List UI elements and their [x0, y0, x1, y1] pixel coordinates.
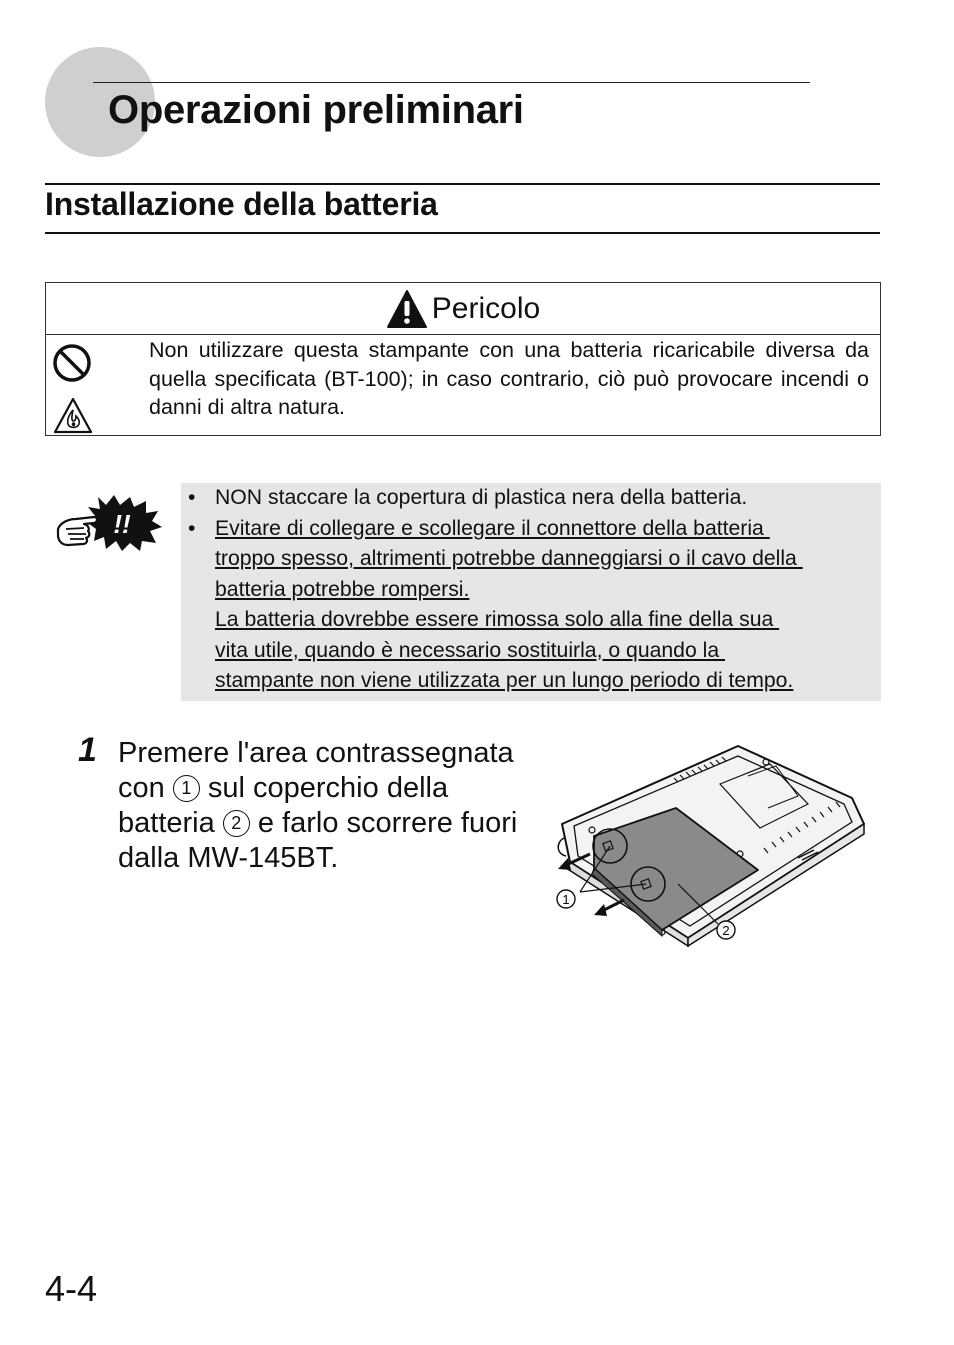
note-line: troppo spesso, altrimenti potrebbe danneggiarsi o il cavo della: [215, 547, 803, 570]
marker-2: 2: [223, 810, 250, 837]
fire-icon: [52, 396, 94, 436]
note-line: stampante non viene utilizzata per un lungo periodo di tempo.: [215, 669, 794, 692]
danger-header: [46, 283, 880, 335]
bullet: •: [188, 516, 196, 540]
note-item: [188, 514, 878, 697]
title-rule: [93, 82, 810, 83]
danger-box: [45, 282, 881, 436]
step-text: [118, 736, 528, 876]
danger-title: Pericolo: [431, 291, 541, 325]
note-line: La batteria dovrebbe essere rimossa solo alla fine della sua: [215, 608, 780, 631]
label-1: 1: [562, 892, 570, 907]
bullet: •: [188, 486, 196, 509]
page-title: Operazioni preliminari: [108, 88, 524, 132]
svg-text:!!: !!: [113, 509, 131, 539]
note-item: [188, 483, 878, 514]
note-line: vita utile, quando è necessario sostituirla, o quando la: [215, 638, 726, 662]
note-line: Evitare di collegare e scollegare il connettore della batteria: [215, 516, 770, 540]
section-rule-top: [45, 183, 880, 185]
caution-hand-icon: [54, 493, 162, 553]
page-number: 4-4: [45, 1268, 98, 1309]
printer-battery-illustration: [552, 742, 868, 948]
step-number: 1: [78, 731, 97, 769]
note-line: batteria potrebbe rompersi.: [215, 577, 470, 601]
note-list: [188, 483, 878, 697]
danger-text: Non utilizzare questa stampante con una batteria ricaricabile diversa da quella specificata (BT-100); in caso contrario, ciò può provocare incendi o danni di altra natura.: [149, 338, 869, 419]
step-text-part: sul coperchio della batteria: [118, 772, 449, 839]
label-2: 2: [722, 923, 730, 938]
step-text-part: e farlo scorrere fuori dalla MW-145BT.: [118, 807, 518, 874]
note-item-text: NON staccare la copertura di plastica nera della batteria.: [215, 486, 748, 509]
section-rule-bottom: [45, 232, 880, 234]
marker-1: 1: [173, 775, 200, 802]
warning-triangle-icon: [386, 289, 428, 329]
section-title: Installazione della batteria: [45, 186, 438, 222]
step-text-part: Premere l'area contrassegnata con: [118, 737, 514, 804]
prohibited-icon: [52, 343, 92, 383]
danger-icons: [52, 343, 92, 441]
